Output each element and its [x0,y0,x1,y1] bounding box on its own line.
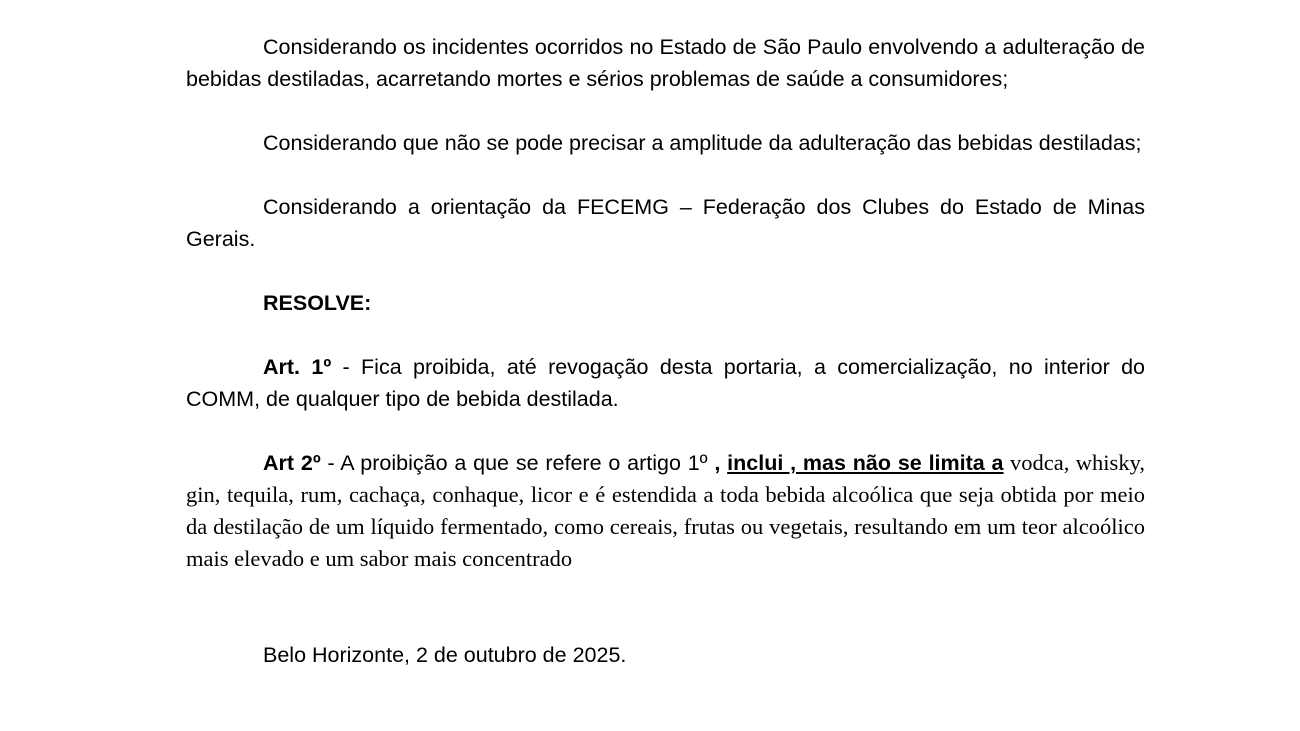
paragraph-spacer [186,95,1145,127]
article-1-text: - Fica proibida, até revogação desta portaria, a comercialização, no interior do COMM, de qualquer tipo de bebida destilada. [186,355,1145,411]
article-2-text: vodca, whisky, gin, tequila, rum, cachaça, conhaque, licor e é estendida a toda bebida alcoólica que seja obtida por meio da destilação de um líquido fermentado, como cereais, frutas ou vegetais, resultando em um teor alcoólico mais elevado e um sabor mais concentrado [186,450,1145,571]
paragraph-spacer [186,415,1145,447]
closing-date: Belo Horizonte, 2 de outubro de 2025. [263,643,627,667]
article-2-intro: - A proibição a que se refere o artigo 1º [320,451,715,475]
paragraph-spacer [186,607,1145,639]
paragraph-spacer [186,575,1145,607]
paragraph-considerando-amplitude: Considerando que não se pode precisar a amplitude da adulteração das bebidas destiladas; [263,131,1142,155]
article-2-label: Art 2º [263,451,321,475]
document-page [186,31,1145,671]
paragraph-considerando-incidentes: Considerando os incidentes ocorridos no Estado de São Paulo envolvendo a adulteração de bebidas destiladas, acarretando mortes e sérios problemas de saúde a consumidores; [186,35,1145,91]
paragraph-spacer [186,319,1145,351]
article-1-label: Art. 1º [263,355,332,379]
resolve-heading: RESOLVE: [263,291,372,315]
article-2 [186,447,1145,575]
paragraph-spacer [186,255,1145,287]
article-2-comma: , [714,451,728,475]
article-1 [186,351,1145,415]
paragraph-considerando-fecemg: Considerando a orientação da FECEMG – Federação dos Clubes do Estado de Minas Gerais. [186,195,1145,251]
paragraph-spacer [186,159,1145,191]
article-2-emphasis: inclui , mas não se limita a [727,451,1004,475]
